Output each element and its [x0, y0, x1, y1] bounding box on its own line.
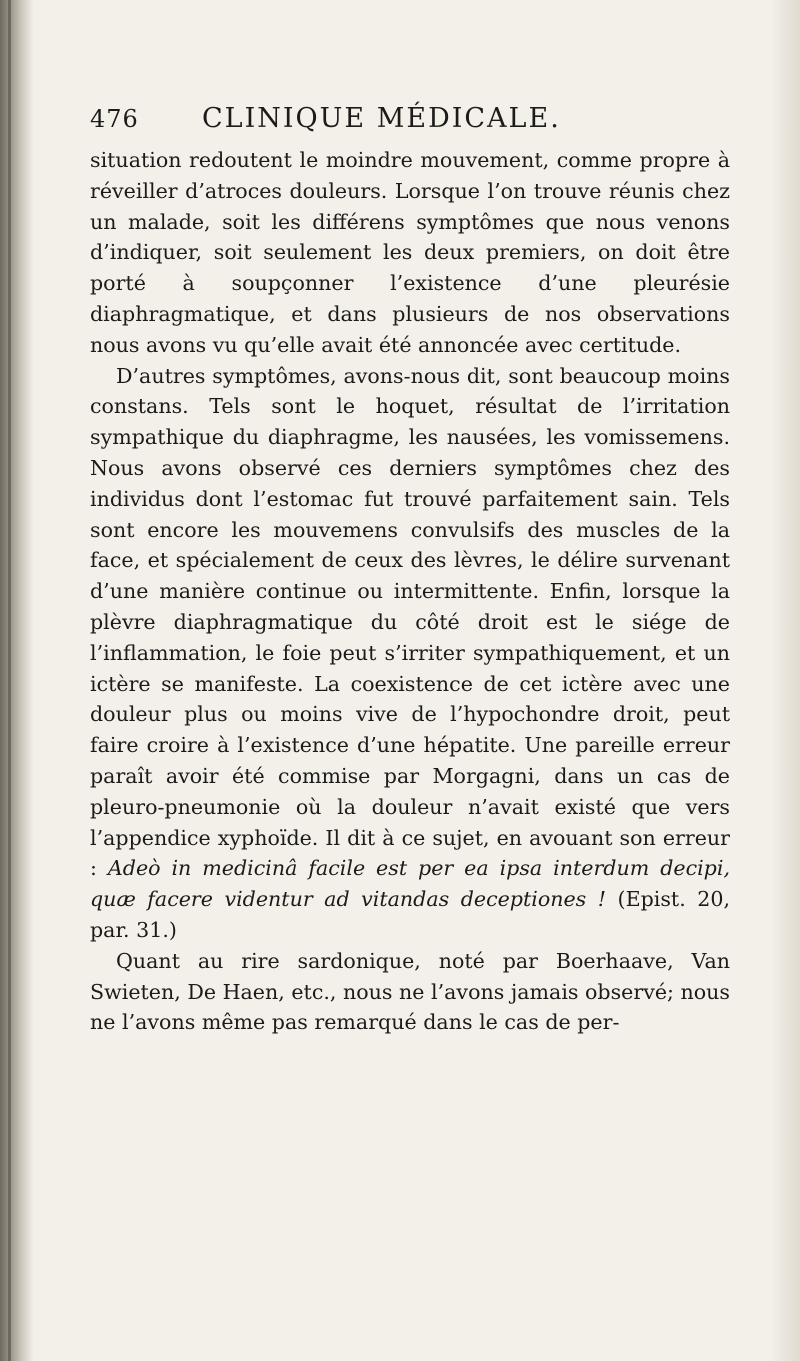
- binding-edge: [8, 0, 11, 1361]
- page-edge: [770, 0, 800, 1361]
- binding-shadow: [0, 0, 34, 1361]
- body-text: [90, 145, 730, 1038]
- running-title: CLINIQUE MÉDICALE.: [202, 103, 561, 134]
- running-head: [90, 103, 730, 143]
- paragraph-symptoms: [90, 361, 730, 946]
- paragraph-continued: situation redoutent le moindre mouvement, comme propre à réveiller d’atroces douleurs. Lorsque l’on trouve réunis chez un malade, soit les différens symptômes que nous venons d’indiquer, soit seulement les deux premiers, on doit être porté à soupçonner l’existence d’une pleurésie diaphragmatique, et dans plusieurs de nos observations nous avons vu qu’elle avait été annoncée avec certitude.: [90, 148, 730, 357]
- book-page: [90, 103, 730, 1038]
- paragraph-text: D’autres symptômes, avons-nous dit, sont beaucoup moins constans. Tels sont le hoquet, résultat de l’irritation sympathique du diaphragme, les nausées, les vomissemens. Nous avons observé ces derniers symptômes chez des individus dont l’estomac fut trouvé parfaitement sain. Tels sont encore les mouvemens convulsifs des muscles de la face, et spécialement de ceux des lèvres, le délire survenant d’une manière continue ou intermittente. Enfin, lorsque la plèvre diaphragmatique du côté droit est le siége de l’inflammation, le foie peut s’irriter sympathiquement, et un ictère se manifeste. La coexistence de cet ictère avec une douleur plus ou moins vive de l’hypochondre droit, peut faire croire à l’existence d’une hépatite. Une pareille erreur paraît avoir été commise par Morgagni, dans un cas de pleuro-pneumonie où la douleur n’avait existé que vers l’appendice xyphoïde. Il dit à ce sujet, en avouant son erreur :: [90, 363, 730, 881]
- citation: (Epist. 20, par. 31.): [90, 887, 731, 942]
- latin-quotation: Adeò in medicinâ facile est per ea ipsa interdum decipi, quæ facere videntur ad vitandas deceptiones !: [90, 856, 731, 912]
- page-number: 476: [90, 105, 139, 133]
- paragraph-sardonic-laugh: Quant au rire sardonique, noté par Boerhaave, Van Swieten, De Haen, etc., nous ne l’avons jamais observé; nous ne l’avons même pas remarqué dans le cas de per-: [90, 948, 730, 1035]
